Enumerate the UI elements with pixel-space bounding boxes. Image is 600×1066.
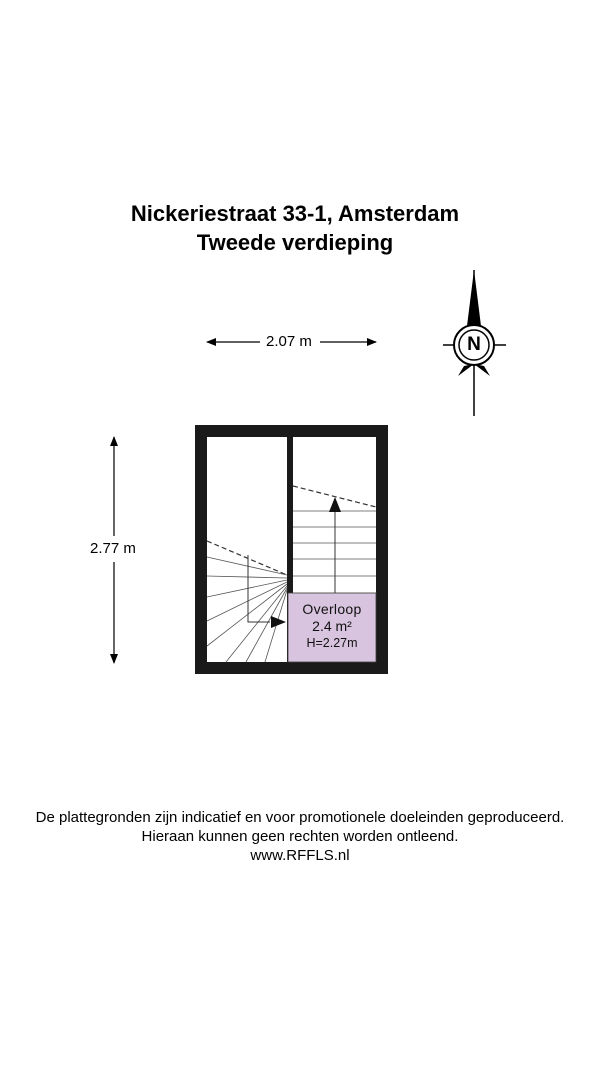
- width-dimension-label: 2.07 m: [262, 333, 316, 351]
- disclaimer-line-2: Hieraan kunnen geen rechten worden ontleend.: [141, 828, 459, 845]
- room-area-label: 2.4 m²: [312, 618, 352, 634]
- website-link[interactable]: www.RFFLS.nl: [250, 847, 350, 864]
- disclaimer-line-1: De plattegronden zijn indicatief en voor promotionele doeleinden geproduceerd.: [35, 809, 565, 826]
- room-name-label: Overloop: [302, 601, 362, 617]
- plan-title-floor: Tweede verdieping: [196, 230, 394, 255]
- plan-title-address: Nickeriestraat 33-1, Amsterdam: [130, 201, 460, 226]
- height-dimension-label: 2.77 m: [90, 540, 136, 557]
- stair-direction-arrow-up: [329, 497, 341, 512]
- room-ceiling-height-label: H=2.27m: [306, 636, 358, 650]
- compass-label: N: [467, 334, 481, 355]
- staircase-left: [207, 541, 287, 662]
